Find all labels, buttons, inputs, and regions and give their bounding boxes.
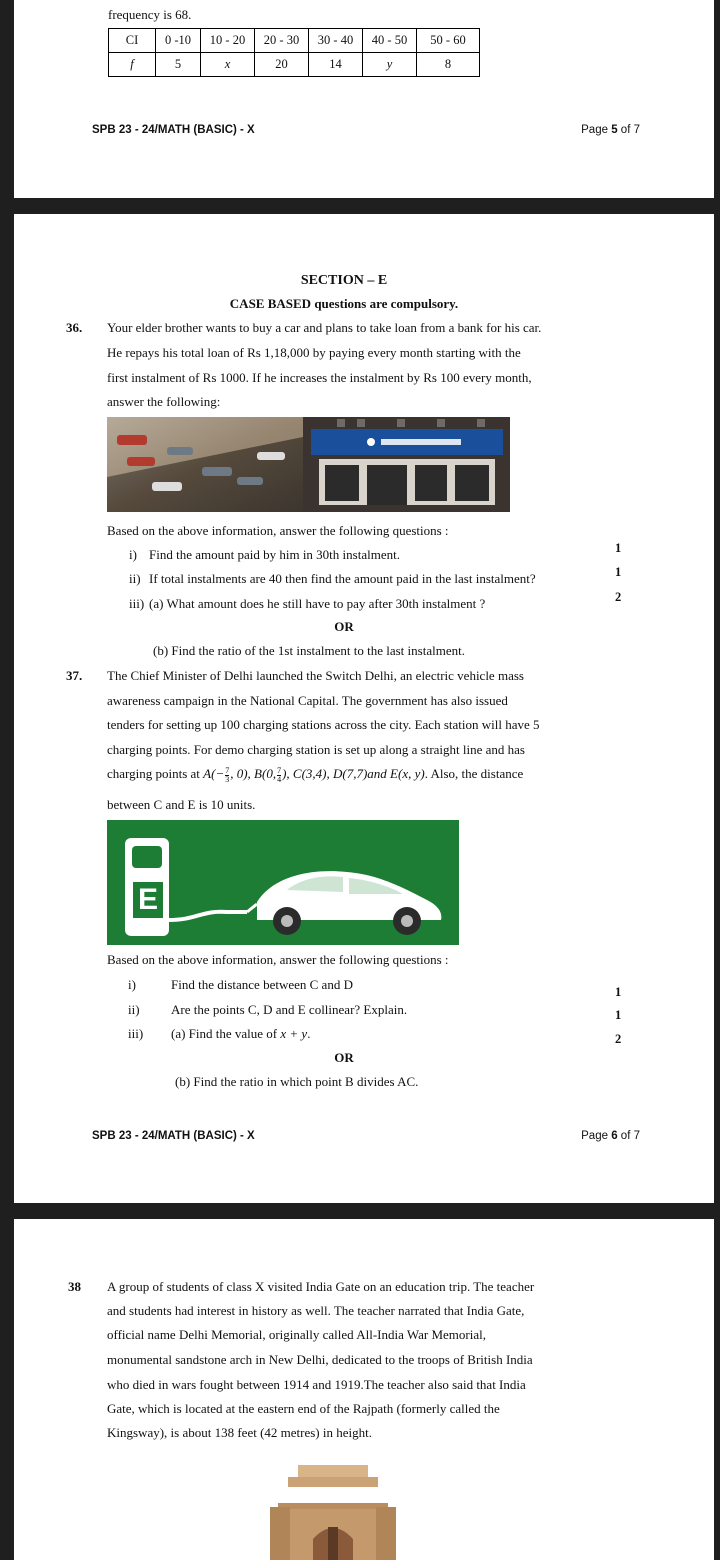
intro-text: frequency is 68. — [108, 7, 192, 22]
table-cell: 20 - 30 — [255, 29, 309, 53]
q37-alt: (b) Find the ratio in which point B divides AC. — [175, 1074, 419, 1089]
fraction-numerator: 7 — [225, 765, 230, 775]
and-word: and — [367, 766, 387, 781]
page-label: Page — [581, 124, 612, 136]
table-cell: y — [363, 53, 417, 77]
q37-lead: Based on the above information, answer the following questions : — [107, 952, 449, 967]
q37-line: charging points. For demo charging station is set up along a straight line and has — [107, 742, 525, 757]
table-header-cell: f — [109, 53, 156, 77]
india-gate-illustration — [258, 1447, 408, 1560]
document-page-7 — [14, 1219, 714, 1560]
point-b-part: , 0), B(0, — [230, 766, 277, 781]
q38-line: official name Delhi Memorial, originally called All-India War Memorial, — [107, 1327, 486, 1342]
table-cell: 5 — [156, 53, 201, 77]
page-num: 5 — [611, 124, 618, 136]
section-title: SECTION – E — [300, 273, 388, 288]
table-cell: 30 - 40 — [309, 29, 363, 53]
table-cell: 8 — [417, 53, 480, 77]
q38-line: Kingsway), is about 138 feet (42 metres) in height. — [107, 1425, 372, 1440]
table-cell: 0 -10 — [156, 29, 201, 53]
q38-line: monumental sandstone arch in New Delhi, dedicated to the troops of British India — [107, 1352, 533, 1367]
or-label: OR — [334, 1050, 354, 1065]
q37-sub-num: iii) — [128, 1026, 144, 1041]
page-total: of 7 — [617, 1130, 640, 1142]
q37-points-line — [107, 766, 523, 784]
q37-line: awareness campaign in the National Capital. The government has also issued — [107, 693, 508, 708]
table-cell: x — [201, 53, 255, 77]
page-num: 6 — [611, 1130, 618, 1142]
q38-line: who died in wars fought between 1914 and 1919.The teacher also said that India — [107, 1377, 526, 1392]
table-cell: 10 - 20 — [201, 29, 255, 53]
marks: 1 — [615, 985, 622, 999]
table-cell: 14 — [309, 53, 363, 77]
document-page-6 — [14, 214, 714, 1203]
page-label: Page — [581, 1130, 612, 1142]
sub-text-suffix: . — [307, 1026, 311, 1041]
q36-line: first instalment of Rs 1000. If he increases the instalment by Rs 100 every month, — [107, 370, 532, 385]
q36-alt: (b) Find the ratio of the 1st instalment to the last instalment. — [153, 643, 465, 658]
document-page-5 — [14, 0, 714, 198]
footer-left: SPB 23 - 24/MATH (BASIC) - X — [92, 124, 255, 136]
q36-sub-text: Find the amount paid by him in 30th instalment. — [149, 547, 400, 562]
math-expression: x + y — [280, 1026, 308, 1041]
q37-line: between C and E is 10 units. — [107, 797, 256, 812]
marks: 1 — [615, 565, 622, 579]
q37-sub-text: Are the points C, D and E collinear? Explain. — [171, 1002, 408, 1017]
q36-sub-num: iii) — [129, 596, 145, 611]
table-row — [109, 53, 480, 77]
q37-line: The Chief Minister of Delhi launched the Switch Delhi, an electric vehicle mass — [107, 668, 524, 683]
page-total: of 7 — [617, 124, 640, 136]
frequency-table — [108, 28, 480, 77]
question-number-36: 36. — [66, 320, 83, 335]
marks: 1 — [615, 1008, 622, 1022]
car-loan-illustration — [107, 417, 510, 512]
fraction-denominator: 4 — [277, 774, 282, 784]
q37-sub-text — [171, 1026, 310, 1042]
page-number — [581, 124, 640, 136]
q36-sub-text: If total instalments are 40 then find the amount paid in the last instalment? — [149, 571, 536, 586]
charging-station-letter: E — [137, 883, 158, 916]
q36-sub-num: i) — [129, 547, 137, 562]
q36-sub-num: ii) — [129, 571, 141, 586]
q38-line: Gate, which is located at the eastern end of the Rajpath (formerly called the — [107, 1401, 500, 1416]
question-number-38: 38 — [68, 1279, 81, 1294]
q36-line: answer the following: — [107, 394, 221, 409]
ev-charging-image — [107, 820, 459, 945]
table-cell: 50 - 60 — [417, 29, 480, 53]
points-suffix: . Also, the distance — [424, 766, 524, 781]
q37-sub-num: i) — [128, 977, 136, 992]
question-number-37: 37. — [66, 668, 83, 683]
q37-sub-text: Find the distance between C and D — [171, 977, 353, 992]
q36-sub-text: (a) What amount does he still have to pay after 30th instalment ? — [149, 596, 486, 611]
q36-lead: Based on the above information, answer the following questions : — [107, 523, 449, 538]
q36-line: Your elder brother wants to buy a car and plans to take loan from a bank for his car. — [107, 320, 542, 335]
or-label: OR — [334, 619, 354, 634]
table-row — [109, 29, 480, 53]
sub-text-prefix: (a) Find the value of — [171, 1026, 281, 1041]
section-subtitle: CASE BASED questions are compulsory. — [229, 296, 459, 311]
table-cell: 20 — [255, 53, 309, 77]
fraction-a — [225, 767, 229, 784]
fraction-numerator: 7 — [277, 765, 282, 775]
q37-line: tenders for setting up 100 charging stations across the city. Each station will have 5 — [107, 717, 540, 732]
fraction-b — [277, 767, 281, 784]
car-loan-bank-image — [107, 417, 510, 512]
point-a-part: A(− — [203, 766, 225, 781]
marks: 2 — [615, 590, 622, 604]
q36-line: He repays his total loan of Rs 1,18,000 by paying every month starting with the — [107, 345, 521, 360]
footer-left: SPB 23 - 24/MATH (BASIC) - X — [92, 1130, 255, 1142]
table-header-cell: CI — [109, 29, 156, 53]
q38-line: and students had interest in history as well. The teacher narrated that India Gate, — [107, 1303, 525, 1318]
india-gate-image — [258, 1447, 408, 1560]
marks: 2 — [615, 1032, 622, 1046]
q37-sub-num: ii) — [128, 1002, 140, 1017]
points-prefix: charging points at — [107, 766, 204, 781]
q38-line: A group of students of class X visited India Gate on an education trip. The teacher — [107, 1279, 535, 1294]
point-e: E(x, y) — [386, 766, 425, 781]
fraction-denominator: 3 — [225, 774, 230, 784]
page-number — [581, 1130, 640, 1142]
points-cd: ), C(3,4), D(7,7) — [282, 766, 368, 781]
marks: 1 — [615, 541, 622, 555]
table-cell: 40 - 50 — [363, 29, 417, 53]
